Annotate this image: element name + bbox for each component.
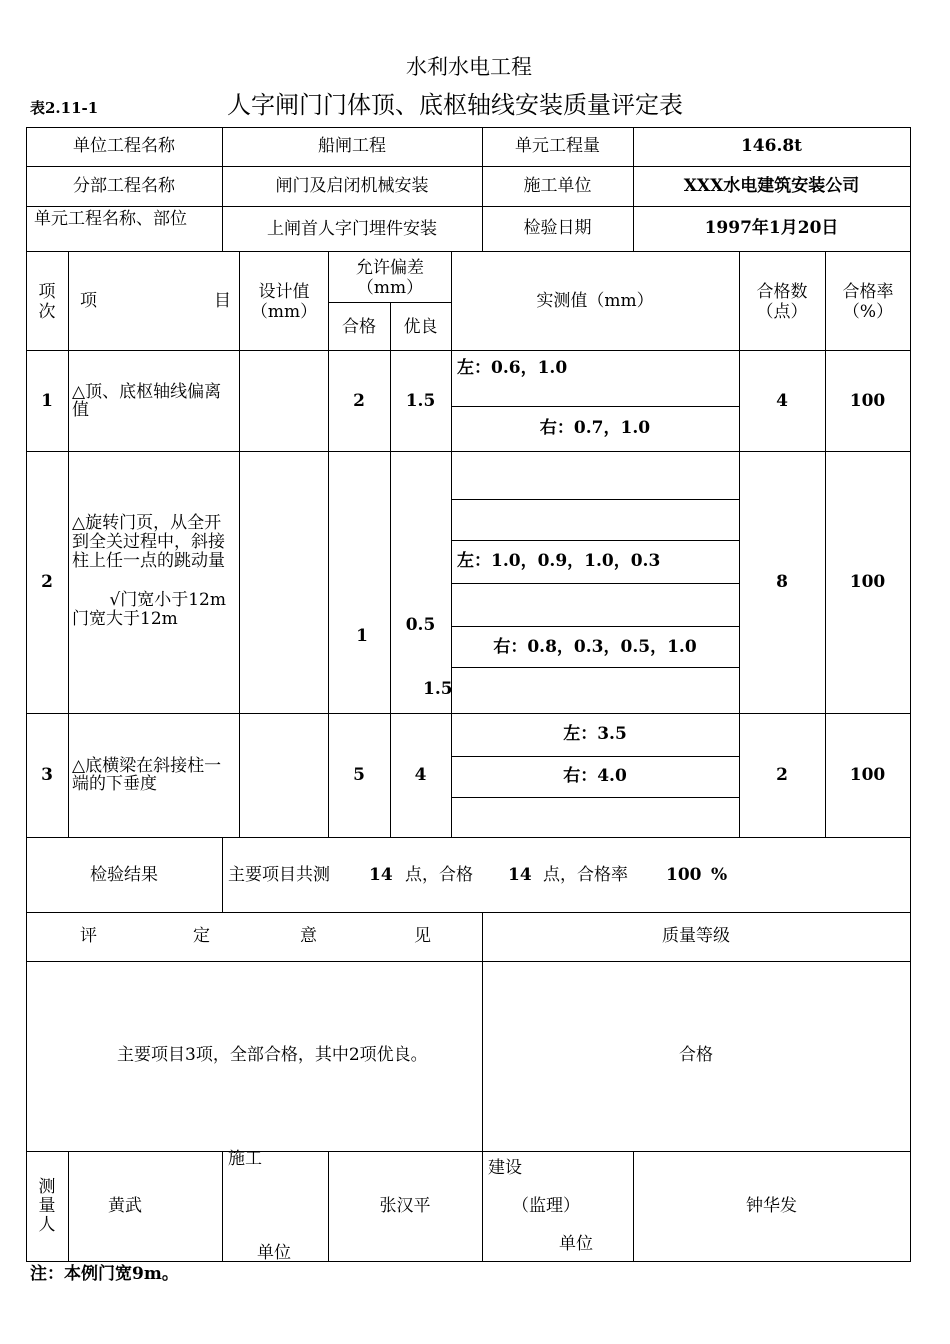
row-rate: 100 (849, 391, 886, 411)
page-title: 人字闸门门体顶、底枢轴线安装质量评定表 (227, 91, 683, 119)
surveyor-label: 测量人 (38, 1177, 56, 1235)
grade-value: 合格 (679, 1045, 713, 1065)
contractor-value: XXX水电建筑安装公司 (683, 176, 860, 196)
col-qualified: 合格 (342, 317, 376, 337)
footnote: 注：本例门宽9m。 (30, 1264, 179, 1284)
row-excellent: 0.5 (405, 615, 436, 635)
result-suffix: % (711, 865, 728, 885)
construction-person: 张汉平 (379, 1196, 431, 1216)
row-count: 4 (776, 391, 788, 411)
result-label: 检验结果 (90, 865, 158, 885)
measured-left: 左：0.6，1.0 (457, 358, 568, 378)
element-qty-value: 146.8t (740, 136, 803, 156)
opinion-label-char: 见 (414, 926, 431, 946)
result-mid1: 点，合格 (405, 865, 473, 885)
measured-right: 右：4.0 (563, 766, 627, 786)
row-no: 2 (41, 572, 53, 592)
col-design-value: 设计值（mm） (250, 282, 318, 322)
col-pass-count: 合格数（点） (756, 282, 808, 322)
owner-label-2: （监理） (512, 1196, 580, 1216)
row-excellent: 1.5 (405, 391, 436, 411)
owner-label-3: 单位 (559, 1234, 593, 1254)
col-item-a: 项 (80, 291, 97, 311)
construction-label-top: 施工 (228, 1149, 262, 1169)
row-item-sub-narrow: √门宽小于12m (109, 590, 226, 610)
element-name-value: 上闸首人字门埋件安装 (267, 219, 437, 239)
unit-project-label: 单位工程名称 (73, 136, 175, 156)
measured-left: 左：3.5 (563, 724, 627, 744)
row-qualified: 1 (356, 626, 368, 646)
unit-project-value: 船闸工程 (318, 136, 386, 156)
row-item: △旋转门页，从全开到全关过程中，斜接柱上任一点的跳动量 (72, 513, 225, 571)
col-item-b: 目 (214, 291, 231, 311)
row-no: 1 (41, 391, 53, 411)
measured-right: 右：0.7，1.0 (539, 418, 651, 438)
owner-label-1: 建设 (488, 1158, 522, 1178)
grade-label: 质量等级 (662, 926, 730, 946)
element-name-label: 单元工程名称、部位 (34, 209, 187, 229)
row-rate: 100 (849, 572, 886, 592)
row-item: △底横梁在斜接柱一端的下垂度 (72, 756, 222, 794)
measured-left: 左：1.0，0.9，1.0，0.3 (457, 551, 661, 571)
row-qualified: 5 (353, 765, 365, 785)
col-measured: 实测值（mm） (536, 291, 654, 311)
result-prefix: 主要项目共测 (228, 865, 330, 885)
result-total: 14 (369, 865, 393, 885)
opinion-label-char: 意 (300, 926, 317, 946)
sub-project-label: 分部工程名称 (73, 176, 175, 196)
owner-person: 钟华发 (746, 1196, 797, 1216)
sub-project-value: 闸门及启闭机械安装 (275, 176, 429, 196)
result-mid2: 点，合格率 (543, 865, 628, 885)
result-rate: 100 (666, 865, 702, 885)
contractor-label: 施工单位 (523, 176, 592, 196)
opinion-label-char: 评 (80, 926, 97, 946)
row-count: 8 (776, 572, 788, 592)
row-excellent: 4 (414, 765, 427, 785)
row-item-sub-wide: 门宽大于12m (72, 609, 178, 629)
row-qualified: 2 (353, 391, 365, 411)
org-title: 水利水电工程 (406, 55, 532, 79)
col-pass-rate: 合格率（%） (842, 282, 894, 322)
row-excellent-2: 1.5 (423, 679, 453, 699)
opinion-label-char: 定 (193, 926, 210, 946)
element-qty-label: 单元工程量 (515, 136, 600, 156)
inspect-date-value: 1997年1月20日 (704, 218, 839, 238)
row-item: △顶、底枢轴线偏离值 (72, 382, 222, 420)
inspect-date-label: 检验日期 (523, 218, 592, 238)
surveyor-name: 黄武 (108, 1196, 142, 1216)
opinion-text: 主要项目3项，全部合格，其中2项优良。 (117, 1045, 428, 1065)
col-tolerance: 允许偏差（mm） (356, 258, 424, 298)
row-no: 3 (41, 765, 53, 785)
table-number: 表2.11-1 (30, 99, 99, 117)
col-item-no: 项次 (38, 282, 56, 322)
row-rate: 100 (849, 765, 886, 785)
construction-label-bottom: 单位 (257, 1243, 291, 1263)
row-count: 2 (776, 765, 788, 785)
measured-right: 右：0.8，0.3，0.5，1.0 (493, 637, 697, 657)
col-excellent: 优良 (403, 317, 438, 337)
result-pass: 14 (508, 865, 532, 885)
